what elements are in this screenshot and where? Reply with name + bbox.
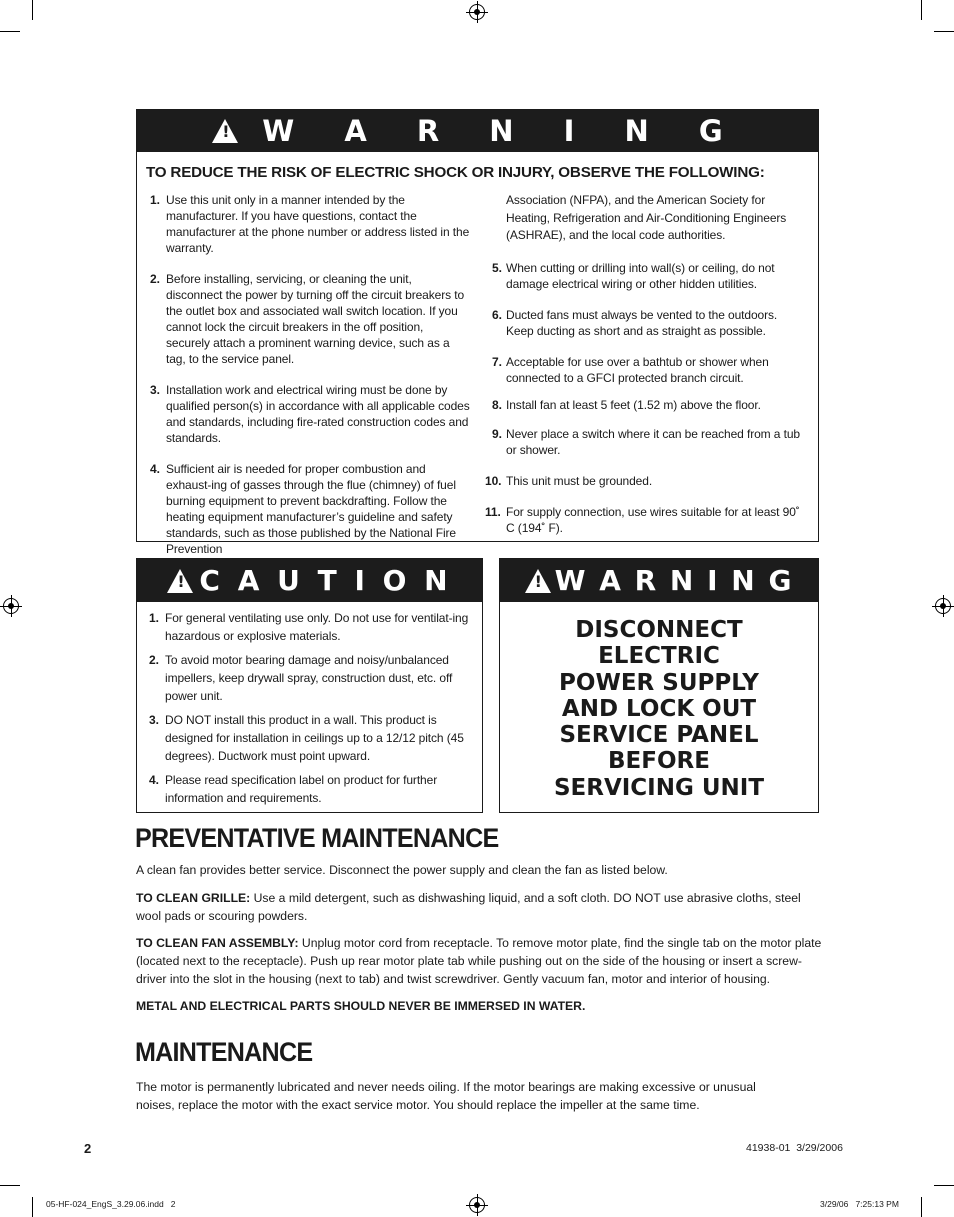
registration-mark-icon — [3, 598, 19, 614]
preventative-intro: A clean fan provides better service. Disconnect the power supply and clean the fan as listed below. — [136, 863, 668, 877]
list-item: 1. For general ventilating use only. Do not use for ventilat-ing hazardous or explosive materials. — [149, 611, 469, 643]
list-item: 7. Acceptable for use over a bathtub or shower when connected to a GFCI protected branch circuit. — [492, 354, 769, 385]
maintenance-text: The motor is permanently lubricated and never needs oiling. If the motor bearings are making excessive or unusual noises, replace the motor with the exact service motor. You should replace the impeller at the same time. — [136, 1080, 756, 1112]
list-item: 6. Ducted fans must always be vented to the outdoors. Keep ducting as short and as straight as possible. — [492, 307, 778, 338]
list-item: 1. Use this unit only in a manner intended by the manufacturer. If you have questions, contact the manufacturer at the phone number or address listed in the warranty. — [150, 193, 470, 255]
warning-triangle-icon: ! — [167, 569, 193, 593]
list-item: 4. Sufficient air is needed for proper combustion and exhaust-ing of gasses through the flue (chimney) of fuel burning equipment to prevent backdrafting. Follow the heating equipment manufacturer’s guideline and safety standards, such as those published by the National Fire Prevention — [150, 462, 457, 556]
crop-mark — [0, 1185, 20, 1186]
warning-triangle-icon: ! — [525, 569, 551, 593]
warning-banner — [500, 559, 818, 602]
warning-triangle-icon: ! — [212, 119, 238, 143]
crop-mark — [934, 1185, 954, 1186]
caution-items — [149, 609, 473, 807]
registration-mark-icon — [469, 4, 485, 20]
immersion-note: METAL AND ELECTRICAL PARTS SHOULD NEVER BE IMMERSED IN WATER. — [136, 999, 586, 1013]
warning-items-right — [485, 192, 808, 536]
list-item: 10. This unit must be grounded. — [485, 473, 653, 488]
list-item: 4. Please read specification label on product for further information and requirements. — [149, 773, 438, 805]
page-number: 2 — [84, 1141, 92, 1156]
crop-mark — [921, 0, 922, 20]
disconnect-message: DISCONNECT ELECTRIC POWER SUPPLY AND LOCK OUT SERVICE PANEL BEFORE SERVICING UNIT — [553, 617, 765, 801]
warning-title: W A R N I N G — [262, 114, 743, 148]
list-item: 9. Never place a switch where it can be reached from a tub or shower. — [492, 426, 800, 457]
slug-filename: 05-HF-024_EngS_3.29.06.indd 2 — [46, 1199, 176, 1209]
list-item: Association (NFPA), and the American Society for Heating, Refrigeration and Air-Conditioning Engineers (ASHRAE), and the local code authorities. — [506, 193, 787, 242]
clean-grille-paragraph: TO CLEAN GRILLE: Use a mild detergent, such as dishwashing liquid, and a soft cloth. DO NOT use abrasive cloths, steel wool pads or scouring powders. — [136, 891, 801, 923]
warning-title: W A R N I N G — [554, 564, 794, 597]
caution-title: C A U T I O N — [199, 564, 452, 597]
list-item: 3. Installation work and electrical wiring must be done by qualified person(s) in accordance with all applicable codes and standards, including fire-rated construction codes and standards. — [150, 383, 470, 445]
caution-banner — [137, 559, 482, 602]
list-item: 8. Install fan at least 5 feet (1.52 m) above the floor. — [492, 397, 761, 412]
list-item: 5. When cutting or drilling into wall(s) or ceiling, do not damage electrical wiring or other hidden utilities. — [492, 260, 775, 291]
crop-mark — [32, 1197, 33, 1217]
warning-intro: TO REDUCE THE RISK OF ELECTRIC SHOCK OR INJURY, OBSERVE THE FOLLOWING: — [146, 164, 765, 181]
document-id: 41938-01 3/29/2006 — [746, 1142, 843, 1154]
warning-banner — [137, 110, 818, 152]
registration-mark-icon — [469, 1197, 485, 1213]
list-item: 2. Before installing, servicing, or cleaning the unit, disconnect the power by turning off the circuit breakers to the outlet box and associated wall switch location. If you cannot lock the circuit breakers in the off position, securely attach a prominent warning device, such as a tag, to the service panel. — [150, 272, 465, 366]
crop-mark — [0, 31, 20, 32]
section-heading: PREVENTATIVE MAINTENANCE — [135, 823, 499, 853]
crop-mark — [32, 0, 33, 20]
list-item: 3. DO NOT install this product in a wall. This product is designed for installation in ceilings up to a 12/12 pitch (45 degrees). Ductwork must point upward. — [149, 713, 464, 763]
section-heading: MAINTENANCE — [135, 1037, 313, 1067]
clean-fan-assembly-paragraph: TO CLEAN FAN ASSEMBLY: Unplug motor cord from receptacle. To remove motor plate, find the single tab on the motor plate (located next to the receptacle). Push up rear motor plate tab while pushing out on the side of the housing or insert a screw-driver into the slot in the housing (next to tab) and twist screwdriver. Gently vacuum fan, motor and interior of housing. — [136, 936, 822, 986]
crop-mark — [934, 31, 954, 32]
slug-timestamp: 3/29/06 7:25:13 PM — [820, 1199, 899, 1209]
registration-mark-icon — [935, 598, 951, 614]
warning-items-left — [150, 192, 470, 557]
list-item: 11. For supply connection, use wires suitable for at least 90˚ C (194˚ F). — [485, 504, 800, 535]
crop-mark — [921, 1197, 922, 1217]
list-item: 2. To avoid motor bearing damage and noisy/unbalanced impellers, keep drywall spray, construction dust, etc. off power unit. — [149, 653, 453, 703]
